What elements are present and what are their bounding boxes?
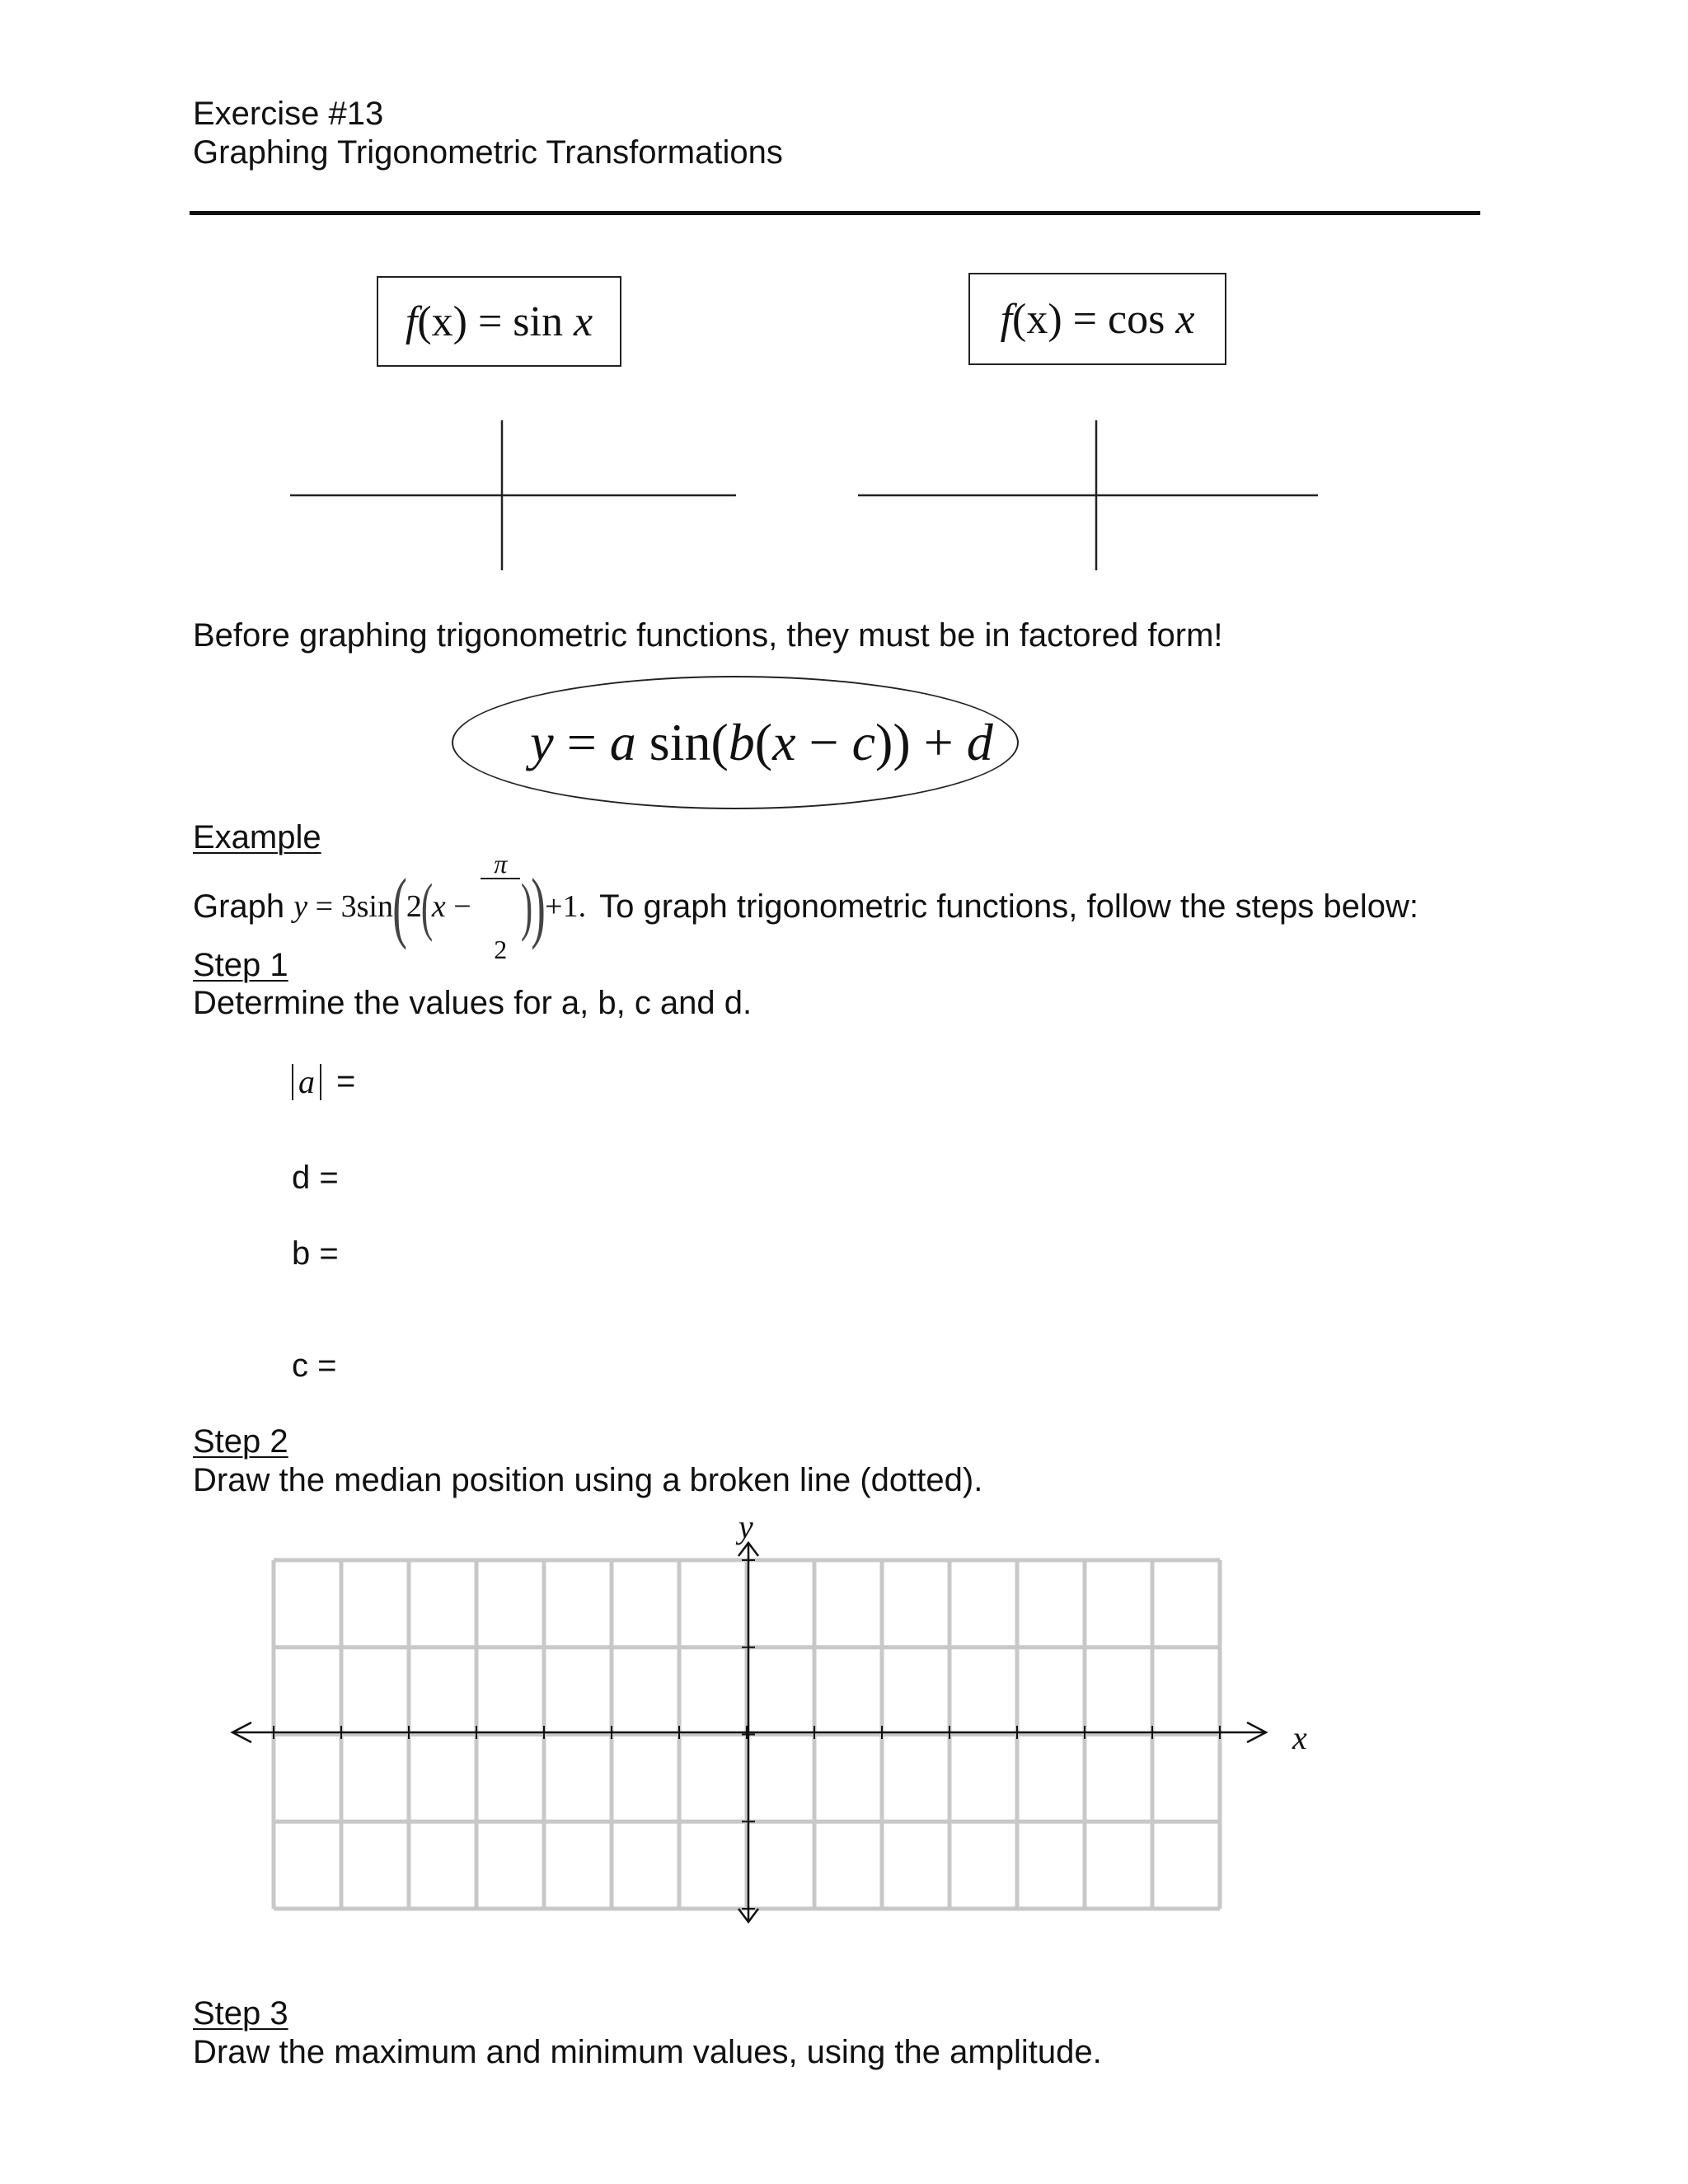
general-form-ellipse xyxy=(452,676,1019,809)
formula-d: d xyxy=(966,713,993,771)
page-title: Graphing Trigonometric Transformations xyxy=(193,134,783,171)
abs-a-row xyxy=(292,1063,355,1100)
coordinate-grid xyxy=(0,1500,1688,1945)
big-paren-close: ) xyxy=(531,862,546,950)
sin-arg: (x) xyxy=(417,298,467,345)
eq-minus: − xyxy=(445,889,480,924)
y-axis-label: y xyxy=(738,1508,753,1545)
x-axis-label: x xyxy=(1292,1719,1307,1756)
sin-lhs: f xyxy=(405,298,418,345)
sin-eq: = sin xyxy=(467,298,574,345)
step2-heading: Step 2 xyxy=(193,1423,288,1460)
formula-sin: sin( xyxy=(635,713,729,771)
abs-a xyxy=(292,1064,321,1100)
frac-num: π xyxy=(481,850,520,879)
formula-close: )) + xyxy=(875,713,967,771)
step1-text: Determine the values for a, b, c and d. xyxy=(193,985,753,1021)
formula-y: y xyxy=(530,713,554,771)
eq-period: . xyxy=(578,889,587,924)
step1-heading: Step 1 xyxy=(193,947,288,983)
cos-arg: (x) xyxy=(1012,295,1062,343)
cos-var: x xyxy=(1175,295,1195,343)
formula-open: ( xyxy=(754,713,773,771)
frac-den: 2 xyxy=(494,935,508,964)
example-line xyxy=(193,849,1418,964)
mid-paren-open: ( xyxy=(420,870,434,942)
eq-eq: = 3sin xyxy=(307,889,393,924)
eq-plus: +1 xyxy=(545,889,579,924)
graph-word: Graph xyxy=(193,888,294,925)
formula-a: a xyxy=(609,713,636,771)
cos-lhs: f xyxy=(1000,295,1013,343)
formula-x: x xyxy=(772,713,796,771)
formula-eq: = xyxy=(553,713,610,771)
sin-var: x xyxy=(574,298,593,345)
formula-c: c xyxy=(851,713,875,771)
formula-minus: − xyxy=(795,713,852,771)
blank-axes xyxy=(0,0,1688,593)
eq-x: x xyxy=(431,889,446,924)
step2-text: Draw the median position using a broken line (dotted). xyxy=(193,1462,983,1498)
example-instruction: To graph trigonometric functions, follow the steps below: xyxy=(599,888,1418,925)
intro-text: Before graphing trigonometric functions, they must be in factored form! xyxy=(193,617,1223,654)
cos-eq: = cos xyxy=(1062,295,1176,343)
b-label: b = xyxy=(292,1235,339,1272)
formula-b: b xyxy=(728,713,755,771)
big-paren-open: ( xyxy=(392,862,407,950)
step3-text: Draw the maximum and minimum values, using the amplitude. xyxy=(193,2034,1102,2070)
d-label: d = xyxy=(292,1160,339,1196)
abs-a-var: a xyxy=(298,1062,315,1100)
example-heading: Example xyxy=(193,819,321,855)
abs-a-eq: = xyxy=(336,1063,356,1099)
eq-y: y xyxy=(293,889,308,924)
mid-paren-close: ) xyxy=(521,870,533,942)
eq-two: 2 xyxy=(406,889,422,924)
step3-heading: Step 3 xyxy=(193,1995,288,2032)
exercise-number: Exercise #13 xyxy=(193,96,384,132)
c-label: c = xyxy=(292,1347,337,1384)
